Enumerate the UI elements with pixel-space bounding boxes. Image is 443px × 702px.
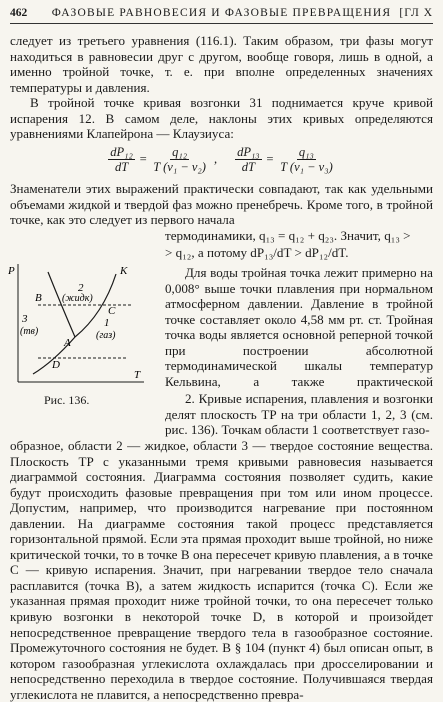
figure-caption: Рис. 136. <box>44 393 90 407</box>
region-1-gas: (газ) <box>96 330 116 341</box>
eq-separator: , <box>213 151 218 166</box>
paragraph-6b: образное, области 2 — жидкое, области 3 — твердое состояние вещества. Плоскость TP с указанными тремя кривыми равновесия называется диаграммой состояния. Диаграмма состояния позволяет судить, какие будут происходить фазовые превращения при том или ином процессе. Допустим, например, что производится нагревание при постоянном давлении. На диаграмме состояния такой процесс представляется горизонтальной прямой. Если эта прямая проходит выше тройной, но ниже критической точки, то в точке B она пересечет кривую плавления, а в точке C — кривую испарения. Значит, при нагревании твердое тело сначала расплавится (точка B), а затем жидкость испарится (точка C). Если же указанная прямая проходит ниже тройной точки, то она пересечет только кривую возгонки в некоторой точке D, в которой и произойдет непосредственное превращение твердого тела в газообразное состояние. Промежуточного состояния не будет. В § 104 (пункт 4) был описан опыт, в котором газообразная углекислота охлаждалась при дросселировании и непосредственно переходила в твердое состояние. Получившаяся твердая углекислота не плавится, а непосредственно превра- <box>10 438 433 702</box>
phase-diagram <box>8 262 158 392</box>
paragraph-4a: термодинамики, q₁₃ = q₁₂ + q₂₃. Значит, q₁₃ > <box>165 228 411 243</box>
region-2-label: 2 <box>78 282 84 294</box>
region-3-label: 3 <box>22 313 28 325</box>
point-b-label: B <box>35 292 42 304</box>
eq2-equals: = <box>265 151 275 166</box>
running-header <box>10 7 433 24</box>
eq1-equals: = <box>138 151 148 166</box>
running-title: ФАЗОВЫЕ РАВНОВЕСИЯ И ФАЗОВЫЕ ПРЕВРАЩЕНИЯ <box>51 7 392 19</box>
critical-point-label: K <box>120 265 128 277</box>
eq1-rhs: $\frac{\text{q₁₂}}{\text{T (v₁ − v₂)}}$ <box>153 144 206 174</box>
eq1-lhs: $\frac{\text{dP₁₂}}{dT}$ <box>110 144 133 174</box>
paragraph-3: Знаменатели этих выражений практически совпадают, так как удельными объемами жидкой и твердой фаз можно пренебречь. Кроме того, в тройной точке, как это следует из первого начала <box>10 181 433 228</box>
page-number: 462 <box>10 7 28 19</box>
paragraph-2: В тройной точке кривая возгонки 31 поднимается круче кривой испарения 12. В самом деле, наклоны этих кривых определяются уравнениями Клапейрона — Клаузиуса: <box>10 95 433 142</box>
eq2-lhs: $\frac{\text{dP₁₃}}{dT}$ <box>237 144 260 174</box>
point-d-label: D <box>52 359 60 371</box>
paragraph-6a: 2. Кривые испарения, плавления и возгонки делят плоскость TP на три области 1, 2, 3 (см. рис. 136). Точкам области 1 соответствует газо- <box>165 391 433 438</box>
paragraph-1: следует из третьего уравнения (116.1). Таким образом, три фазы могут находиться в равновесии друг с другом, вообще говоря, лишь в одной, а именно тройной точке, т. е. при вполне определенных значениях температуры и давления. <box>10 33 433 95</box>
point-c-label: C <box>108 305 116 317</box>
region-2-liquid: (жидк) <box>62 293 93 304</box>
axis-p-label: P <box>8 265 15 277</box>
chapter-marker: [ГЛ X <box>399 7 433 19</box>
paragraph-5: Для воды тройная точка лежит примерно на 0,008° выше точки плавления при нормальном атмосферном давлении. Давление в тройной точке составляет около 4,58 мм рт. ст. Тройная точка воды является основной реперной точкой при построении абсолютной термодинамической шкалы температур Кельвина, а также практической <box>165 265 433 389</box>
triple-point-label: A <box>64 337 71 349</box>
paragraph-4b: > q₁₂, а потому dP₁₃/dT > dP₁₂/dT. <box>165 245 349 260</box>
region-3-solid: (тв) <box>20 326 39 337</box>
clapeyron-equations <box>0 142 443 176</box>
region-1-label: 1 <box>104 317 110 329</box>
eq2-rhs: $\frac{\text{q₁₃}}{\text{T (v₁ − v₃)}}$ <box>280 144 333 174</box>
axis-t-label: T <box>134 369 141 381</box>
